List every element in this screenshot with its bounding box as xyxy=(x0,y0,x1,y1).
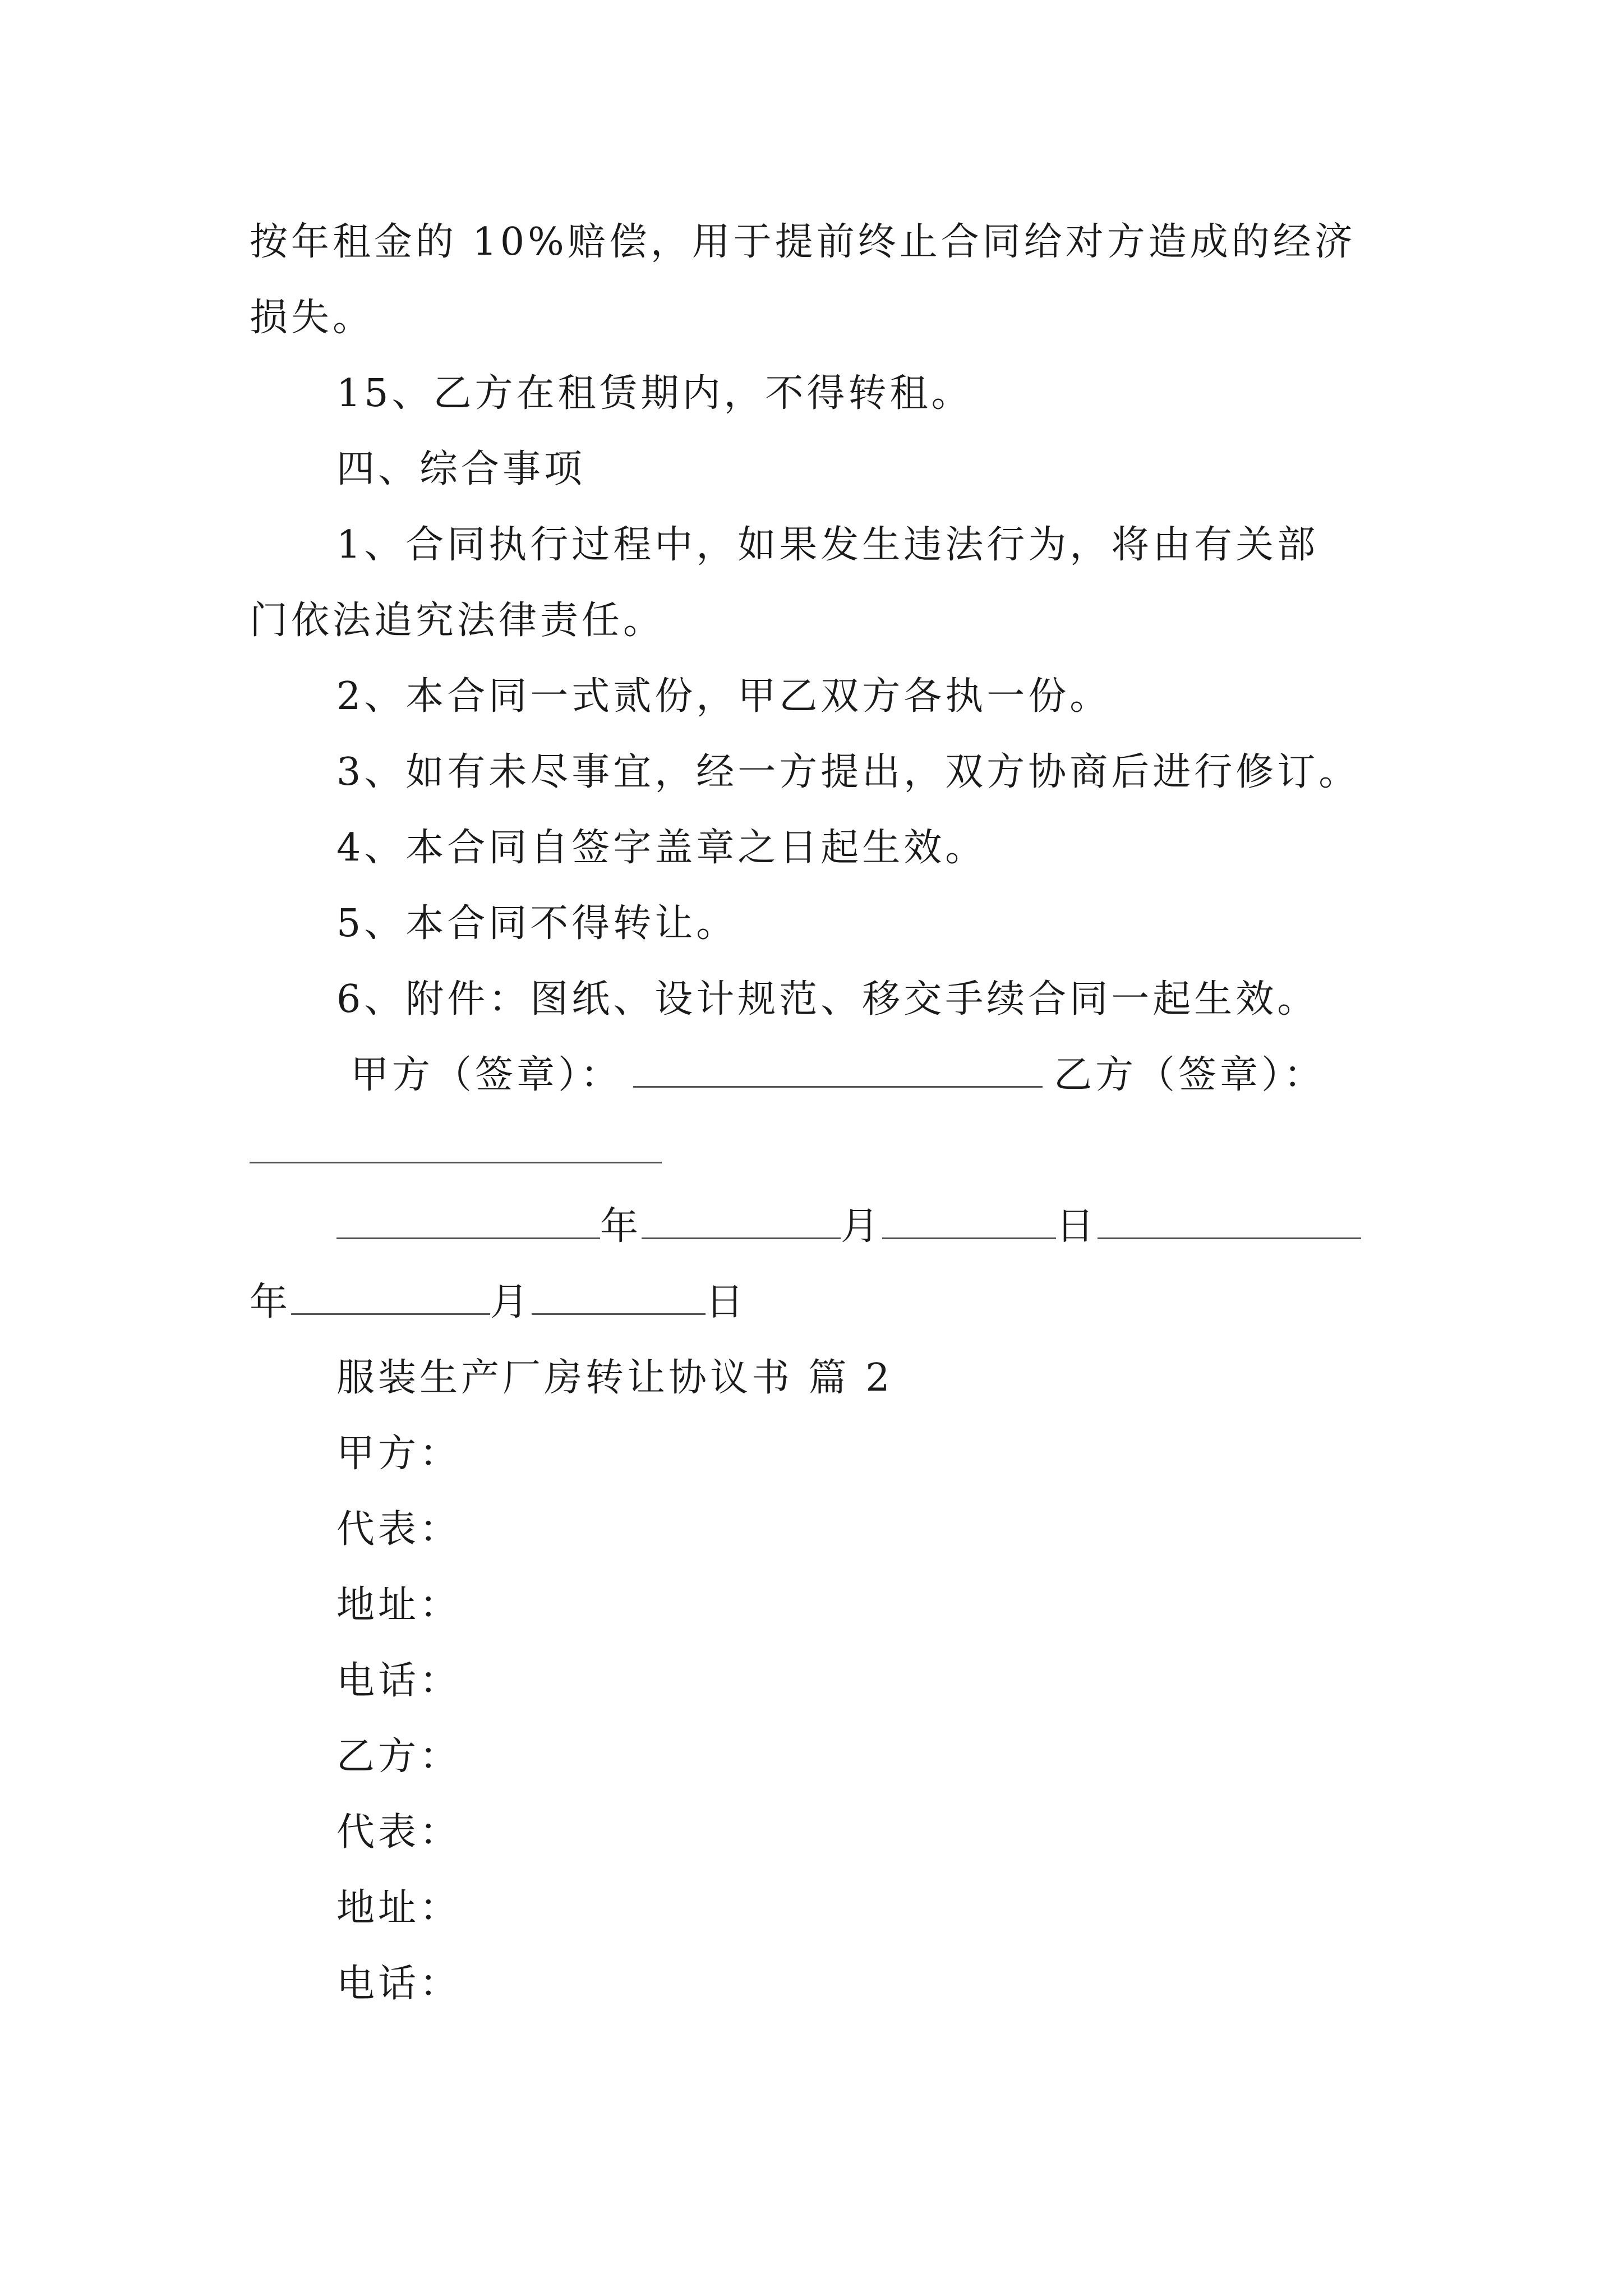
month-label: 月 xyxy=(490,1280,532,1324)
day-label: 日 xyxy=(1056,1204,1098,1249)
month-blank xyxy=(642,1203,841,1239)
party-b-signature-blank-row xyxy=(0,1112,1623,1190)
month-blank xyxy=(291,1278,490,1315)
year-label: 年 xyxy=(250,1280,292,1324)
representative-field: 代表： xyxy=(336,1810,462,1855)
section-title: 服装生产厂房转让协议书 篇 2 xyxy=(336,1356,893,1400)
address-field: 地址： xyxy=(336,1886,462,1930)
party-a-signature-label: 甲方（签章）： xyxy=(351,1053,623,1097)
party-a-field: 甲方： xyxy=(336,1432,462,1476)
party-b-field: 乙方： xyxy=(336,1734,462,1779)
phone-field: 电话： xyxy=(336,1659,462,1703)
day-blank xyxy=(882,1203,1056,1239)
paragraph-line: 5、本合同不得转让。 xyxy=(336,901,738,946)
party-b-signature-label: 乙方（签章）： xyxy=(1054,1053,1326,1097)
party-b-signature-blank xyxy=(250,1127,662,1163)
paragraph-line: 按年租金的 10%赔偿，用于提前终止合同给对方造成的经济 xyxy=(250,220,1356,264)
paragraph-line: 15、乙方在租赁期内，不得转租。 xyxy=(336,371,973,416)
section-heading: 四、综合事项 xyxy=(336,447,586,491)
paragraph-line: 6、附件：图纸、设计规范、移交手续合同一起生效。 xyxy=(336,977,1319,1022)
year-blank xyxy=(1098,1203,1361,1239)
paragraph-line: 门依法追究法律责任。 xyxy=(250,599,665,643)
day-blank xyxy=(532,1278,706,1315)
date-row xyxy=(0,1263,1623,1342)
year-blank xyxy=(336,1203,600,1239)
party-a-signature-blank xyxy=(633,1051,1043,1088)
paragraph-line: 3、如有未尽事宜，经一方提出，双方协商后进行修订。 xyxy=(336,750,1361,794)
month-label: 月 xyxy=(841,1204,883,1249)
paragraph-line: 4、本合同自签字盖章之日起生效。 xyxy=(336,826,987,870)
year-label: 年 xyxy=(600,1204,642,1249)
date-row xyxy=(0,1188,1623,1266)
day-label: 日 xyxy=(706,1280,748,1324)
paragraph-line: 损失。 xyxy=(250,296,375,340)
paragraph-line: 1、合同执行过程中，如果发生违法行为，将由有关部 xyxy=(336,523,1319,567)
representative-field: 代表： xyxy=(336,1507,462,1552)
paragraph-line: 2、本合同一式贰份，甲乙双方各执一份。 xyxy=(336,674,1112,719)
signature-row xyxy=(0,1036,1623,1115)
address-field: 地址： xyxy=(336,1583,462,1627)
phone-field: 电话： xyxy=(336,1962,462,2006)
